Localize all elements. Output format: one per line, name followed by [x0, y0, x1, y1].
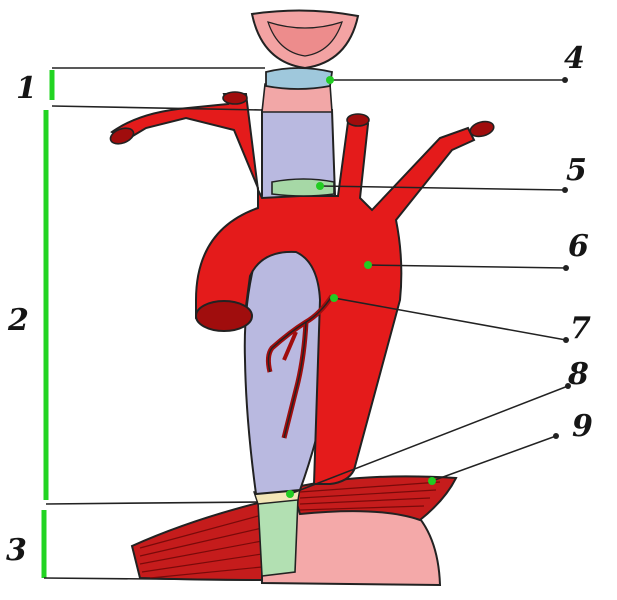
label-structure-9: 9 [572, 409, 593, 444]
aortic-constriction [272, 179, 334, 196]
abdominal-esophagus [258, 498, 298, 576]
label-structure-8: 8 [568, 357, 589, 392]
label-section-2: 2 [8, 303, 29, 338]
left-carotid-end [347, 114, 369, 126]
diaphragm-left [132, 502, 262, 580]
label-section-3: 3 [6, 533, 27, 568]
right-carotid-end [223, 92, 247, 104]
label-structure-4: 4 [564, 41, 585, 76]
label-section-1: 1 [16, 71, 37, 106]
label-structure-6: 6 [568, 229, 589, 264]
upper-constriction [266, 68, 332, 89]
label-structure-5: 5 [566, 153, 587, 188]
ascending-aorta-end [196, 301, 252, 331]
label-structure-7: 7 [570, 311, 591, 346]
